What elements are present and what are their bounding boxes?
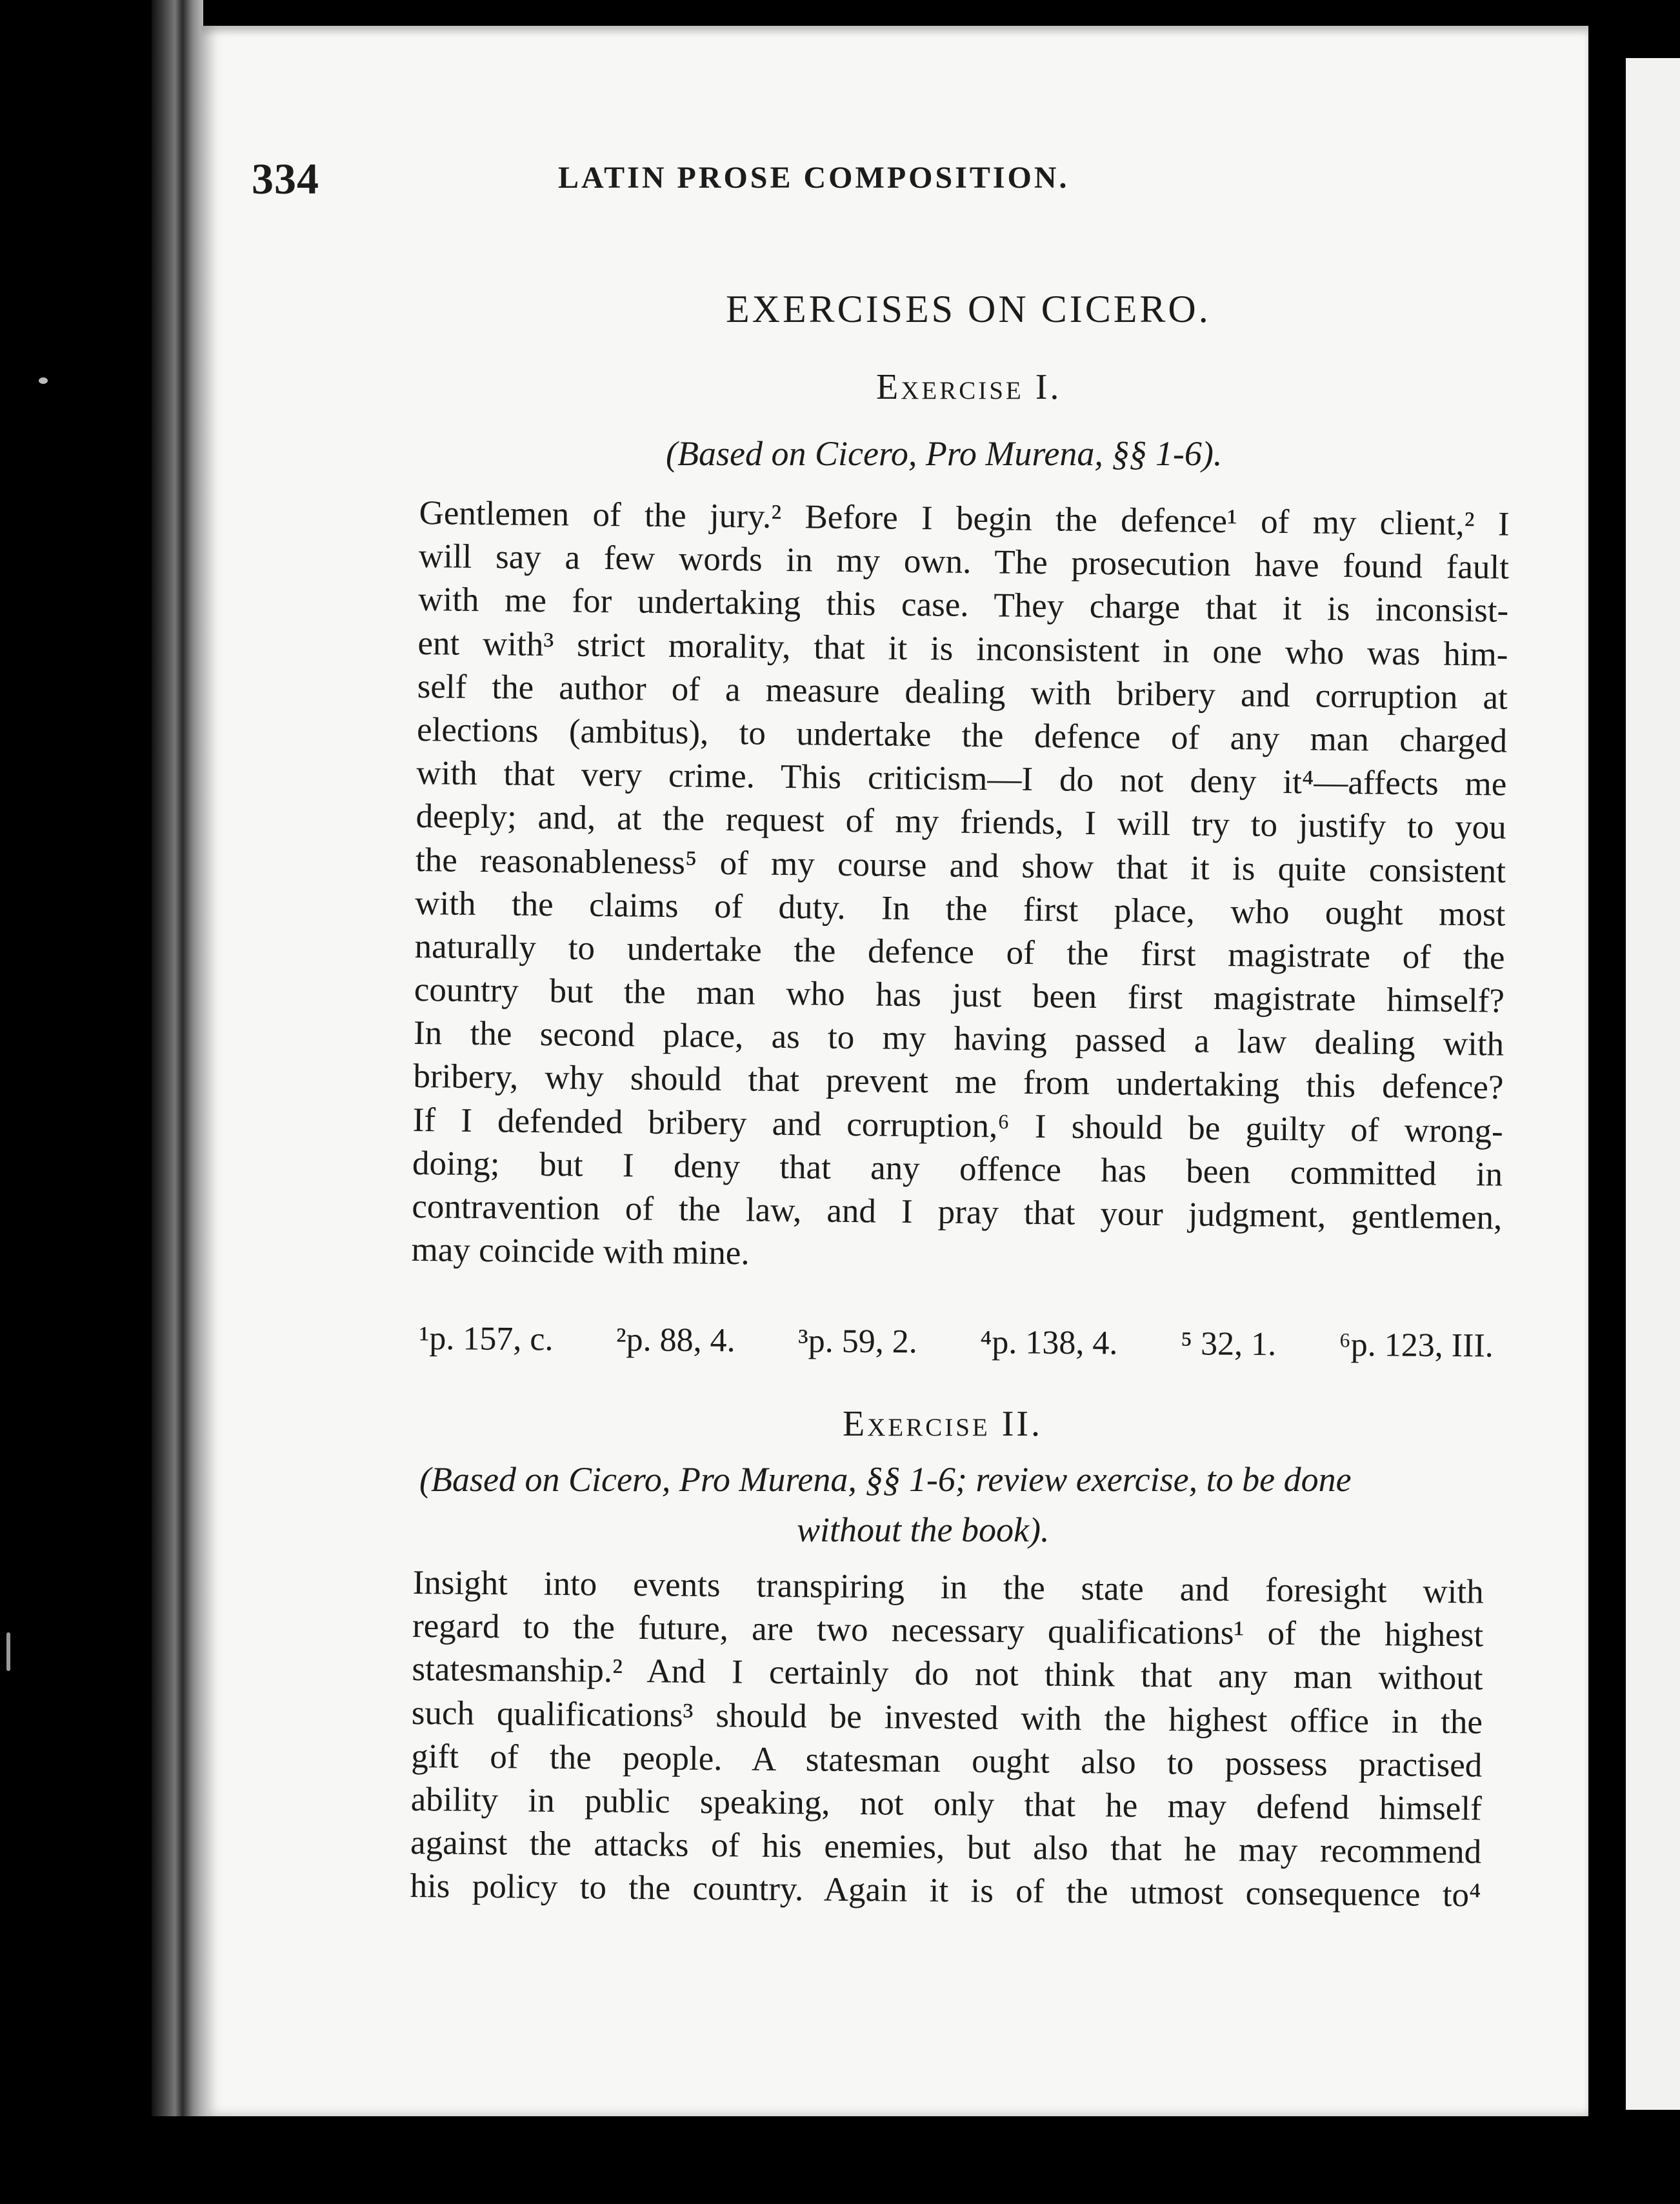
footnote: ⁴p. 138, 4.	[980, 1324, 1118, 1362]
text-line: regard to the future, are two necessary qualifications¹ of the highest	[412, 1607, 1484, 1654]
footnote: ⁵ 32, 1.	[1180, 1325, 1277, 1363]
text-line: may coincide with mine.	[411, 1231, 750, 1272]
text-line: gift of the people. A statesman ought also to possess practised	[411, 1737, 1483, 1785]
running-head	[252, 154, 1323, 205]
text-line: will say a few words in my own. The prosecution have found fault	[418, 537, 1510, 586]
scan-bottom-border	[201, 2116, 1588, 2204]
text-line: doing; but I deny that any offence has been committed in	[412, 1144, 1503, 1194]
scan-speck	[6, 1632, 10, 1671]
text-line: Insight into events transpiring in the state and foresight with	[412, 1563, 1484, 1611]
exercise-2-basis-line-2: without the book).	[797, 1510, 1050, 1549]
text-line: with me for undertaking this case. They charge that it is inconsist-	[417, 581, 1509, 630]
text-line: country but the man who has just been first magistrate himself?	[414, 971, 1505, 1020]
footnote: ¹p. 157, c.	[419, 1320, 554, 1358]
text-line: naturally to undertake the defence of the first magistrate of the	[414, 927, 1505, 977]
text-line: with the claims of duty. In the first place, who ought most	[415, 884, 1506, 934]
text-line: contravention of the law, and I pray that your judgment, gentlemen,	[412, 1187, 1503, 1237]
text-line: against the attacks of his enemies, but also that he may recommend	[410, 1824, 1482, 1871]
text-line: elections (ambitus), to undertake the defence of any man charged	[416, 710, 1508, 760]
text-line: bribery, why should that prevent me from undertaking this defence?	[413, 1057, 1504, 1107]
footnote: ²p. 88, 4.	[615, 1321, 735, 1359]
exercise-2-basis-line-1: (Based on Cicero, Pro Murena, §§ 1-6; review exercise, to be done	[419, 1460, 1352, 1499]
exercise-2-text	[410, 1561, 1484, 1918]
text-line: ent with³ strict morality, that it is inconsistent in one who was him-	[417, 624, 1508, 674]
text-line: In the second place, as to my having passed a law dealing with	[413, 1014, 1505, 1063]
footnote: ⁶p. 123, III.	[1339, 1326, 1494, 1365]
exercise-1-footnotes	[419, 1319, 1494, 1365]
facing-page-edge	[1626, 58, 1680, 2110]
section-title: EXERCISES ON CICERO.	[726, 288, 1211, 330]
page-number: 334	[252, 154, 319, 203]
text-line: such qualifications³ should be invested with the highest office in the	[411, 1694, 1483, 1741]
exercise-2-heading: Exercise II.	[843, 1404, 1043, 1444]
footnote: ³p. 59, 2.	[797, 1323, 917, 1361]
book-spine-edge	[152, 0, 203, 2116]
text-line: his policy to the country. Again it is of the utmost consequence to⁴	[410, 1867, 1481, 1914]
text-line: statesmanship.² And I certainly do not think that any man without	[412, 1650, 1483, 1698]
exercise-1-text	[411, 492, 1510, 1283]
running-title: LATIN PROSE COMPOSITION.	[558, 161, 1070, 195]
text-line: Gentlemen of the jury.² Before I begin the defence¹ of my client,² I	[419, 494, 1510, 543]
text-line: with that very crime. This criticism—I do not deny it⁴—affects me	[416, 754, 1507, 803]
exercise-1-basis: (Based on Cicero, Pro Murena, §§ 1-6).	[666, 434, 1223, 473]
exercise-1-heading: Exercise I.	[876, 367, 1062, 407]
text-line: deeply; and, at the request of my friends, I will try to justify to you	[415, 797, 1506, 847]
text-line: self the author of a measure dealing with bribery and corruption at	[417, 667, 1508, 717]
scan-speck	[39, 377, 48, 384]
text-line: the reasonableness⁵ of my course and show that it is quite consistent	[415, 841, 1506, 890]
text-line: ability in public speaking, not only that he may defend himself	[410, 1780, 1482, 1828]
text-line: If I defended bribery and corruption,⁶ I should be guilty of wrong-	[412, 1101, 1504, 1150]
